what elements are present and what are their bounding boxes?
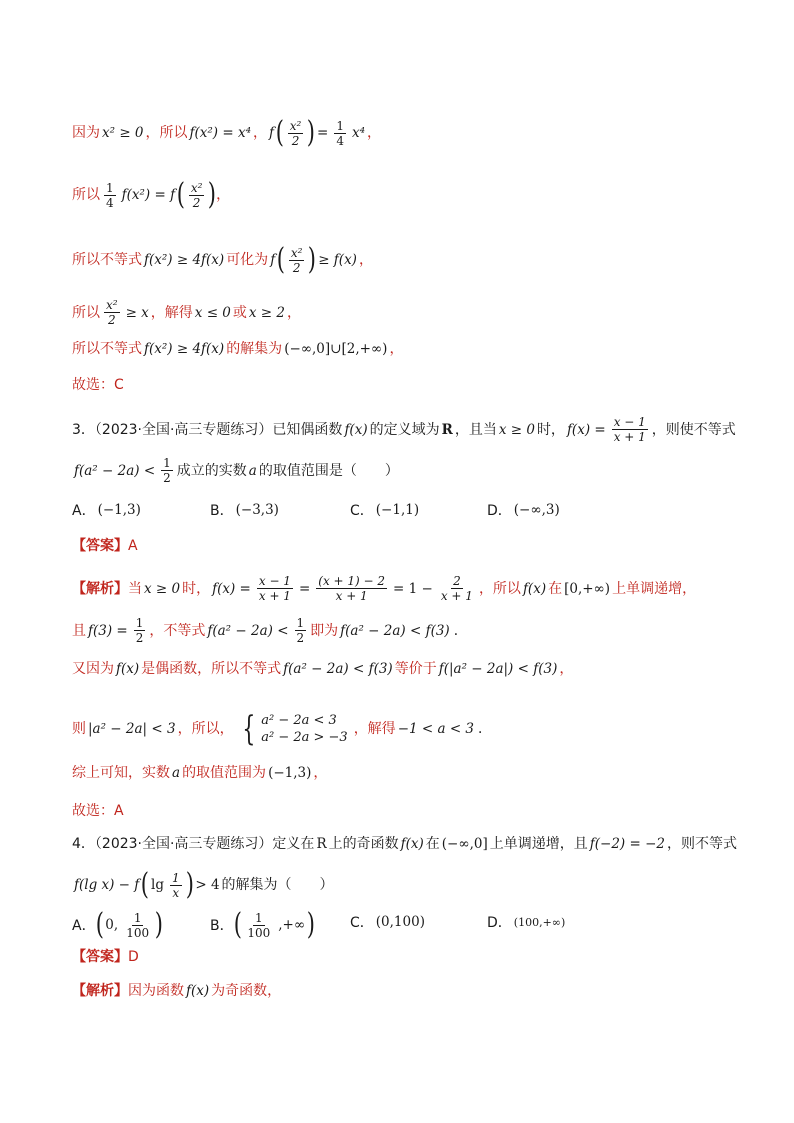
fraction: $\frac{1}{2}$ bbox=[135, 616, 144, 645]
q3-option-b[interactable]: B． (−3,3) bbox=[210, 502, 279, 519]
fraction: $\frac{\text{x²}}{2}$ bbox=[289, 118, 302, 148]
prev-choice: 故选：C bbox=[72, 377, 124, 393]
prev-line-1: 因为 x² ≥ 0 ，所以 f(x²) = x⁴ ， f ( $\frac{\text{x²}}{2}$ ) = $\frac{1}{4}$ x⁴ ， bbox=[72, 115, 381, 150]
q3-analysis-line-5: 综上可知，实数 a 的取值范围为 (−1,3) ， bbox=[72, 765, 328, 781]
fraction: $\frac{1}{x}$ bbox=[171, 870, 180, 900]
fraction: $\frac{x - 1}{x + 1}$ bbox=[258, 574, 291, 603]
q3-analysis-line-2: 且 f(3) = $\frac{1}{2}$ ，不等式 f(a² − 2a) < $\frac{1}{2}$ 即为 f(a² − 2a) < f(3) . bbox=[72, 616, 458, 645]
fraction: $\frac{1}{4}$ bbox=[106, 180, 114, 210]
prev-line-2: 所以 $\frac{1}{4}$ f(x²) = f ( $\frac{\text{x²}}{2}$ ) ， bbox=[72, 177, 231, 212]
prev-line-4: 所以 $\frac{\text{x²}}{2}$ ≥ x ，解得 x ≤ 0 或 x ≥ 2 ， bbox=[72, 298, 302, 327]
q4-option-c[interactable]: C． (0,100) bbox=[350, 914, 425, 931]
q4-option-d[interactable]: D． (100,+∞) bbox=[487, 915, 566, 931]
q3-stem-line-1: 3．（2023·全国·高三专题练习）已知偶函数 f(x) 的定义域为 R ，且当 x ≥ 0 时， f(x) = $\frac{x - 1}{x + 1}$ ，则使不等式 bbox=[72, 415, 736, 444]
q3-option-d[interactable]: D． (−∞,3) bbox=[487, 502, 560, 519]
q3-stem-line-2: f(a² − 2a) < $\frac{1}{2}$ 成立的实数 a 的取值范围是（ ） bbox=[74, 456, 399, 485]
q4-stem-line-2: f(lg x) − f ( lg $\frac{1}{x}$ ) > 4 的解集为（ ） bbox=[74, 867, 334, 902]
fraction: $\frac{2}{x + 1}$ bbox=[440, 574, 473, 603]
fraction: $\frac{\text{x²}}{2}$ bbox=[290, 245, 303, 275]
q3-analysis-line-3: 又因为 f(x) 是偶函数，所以不等式 f(a² − 2a) < f(3) 等价于 f(|a² − 2a|) < f(3) ， bbox=[72, 661, 574, 677]
fraction: $\frac{1}{2}$ bbox=[163, 456, 171, 485]
fraction: $\frac{1}{2}$ bbox=[296, 616, 305, 645]
fraction: $\frac{1}{100}$ bbox=[247, 910, 271, 940]
fraction: $\frac{(x + 1) - 2}{x + 1}$ bbox=[318, 574, 386, 603]
q3-option-c[interactable]: C． (−1,1) bbox=[350, 502, 420, 519]
inequality-system: { a² − 2a < 3 a² − 2a > −3 bbox=[241, 709, 348, 749]
q3-analysis-line-1: 【解析】 当 x ≥ 0 时， f(x) = $\frac{x - 1}{x + 1}$ = $\frac{(x + 1) - 2}{x + 1}$ = 1 − $\frac{2}{x + 1}$ ，所以 f(x) 在 [0,+∞) 上单调递增， bbox=[72, 574, 697, 603]
fraction: $\frac{x - 1}{x + 1}$ bbox=[613, 415, 646, 444]
q3-choice: 故选：A bbox=[72, 803, 124, 819]
prev-line-5: 所以不等式 f(x²) ≥ 4f(x) 的解集为 (−∞,0]∪[2,+∞) ， bbox=[72, 341, 404, 357]
q4-analysis-line-1: 【解析】 因为函数 f(x) 为奇函数， bbox=[72, 983, 282, 999]
fraction: $\frac{\text{x²}}{2}$ bbox=[190, 180, 203, 210]
fraction: $\frac{1}{100}$ bbox=[126, 910, 150, 940]
q4-stem-line-1: 4．（2023·全国·高三专题练习）定义在 R 上的奇函数 f(x) 在 (−∞,0] 上单调递增，且 f(−2) = −2 ，则不等式 bbox=[72, 836, 737, 852]
q3-option-a[interactable]: A． (−1,3) bbox=[72, 502, 141, 519]
q4-option-b[interactable]: B． ( $\frac{1}{100}$ ,+∞ ) bbox=[210, 907, 316, 942]
fraction: $\frac{1}{4}$ bbox=[336, 118, 344, 148]
q4-answer: 【答案】 D bbox=[72, 949, 139, 965]
q3-answer: 【答案】 A bbox=[72, 538, 138, 554]
q3-analysis-line-4: 则 |a² − 2a| < 3 ，所以， { a² − 2a < 3 a² − 2a > −3 ，解得 −1 < a < 3 . bbox=[72, 709, 483, 749]
fraction: $\frac{\text{x²}}{2}$ bbox=[106, 298, 118, 327]
q4-option-a[interactable]: A． ( 0, $\frac{1}{100}$ ) bbox=[72, 907, 164, 942]
prev-line-3: 所以不等式 f(x²) ≥ 4f(x) 可化为 f ( $\frac{\text{x²}}{2}$ ) ≥ f(x) ， bbox=[72, 242, 373, 277]
